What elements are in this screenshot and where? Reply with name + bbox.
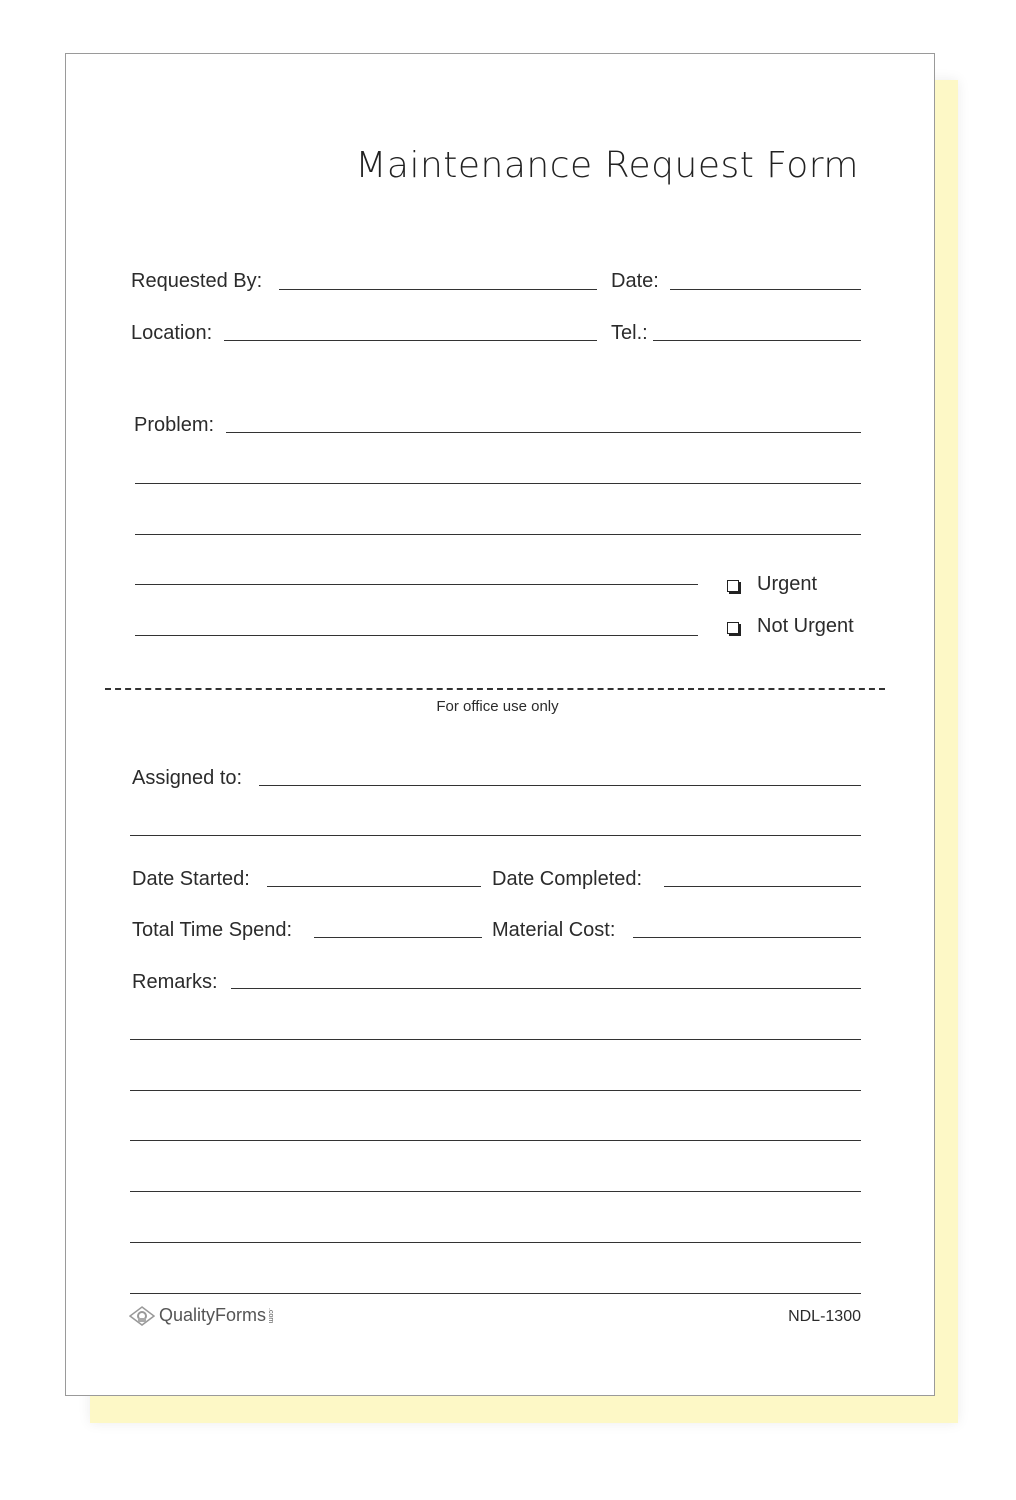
brand-name: QualityForms (159, 1305, 267, 1325)
total-time-label: Total Time Spend: (132, 919, 293, 941)
requested-by-label: Requested By: (131, 270, 263, 292)
assigned-to-line[interactable] (130, 835, 861, 836)
location-field[interactable] (224, 340, 597, 341)
date-label: Date: (611, 270, 659, 292)
date-completed-label: Date Completed: (492, 868, 643, 890)
assigned-to-field[interactable] (259, 785, 861, 786)
tel-label: Tel.: (611, 322, 648, 344)
remarks-line[interactable] (130, 1242, 861, 1243)
tel-field[interactable] (653, 340, 861, 341)
brand-logo (129, 1305, 274, 1326)
remarks-line[interactable] (130, 1140, 861, 1141)
remarks-line[interactable] (130, 1039, 861, 1040)
problem-line[interactable] (135, 483, 861, 484)
problem-line[interactable] (135, 534, 861, 535)
remarks-line[interactable] (130, 1191, 861, 1192)
material-cost-field[interactable] (633, 937, 861, 938)
location-label: Location: (131, 322, 213, 344)
date-started-label: Date Started: (132, 868, 250, 890)
total-time-field[interactable] (314, 937, 482, 938)
brand-suffix: .com (267, 1307, 275, 1324)
problem-field[interactable] (226, 432, 861, 433)
not-urgent-label: Not Urgent (757, 615, 854, 637)
remarks-label: Remarks: (132, 971, 218, 993)
form-sheet (65, 53, 935, 1396)
remarks-field[interactable] (231, 988, 861, 989)
form-code: NDL-1300 (788, 1308, 861, 1325)
date-completed-field[interactable] (664, 886, 861, 887)
assigned-to-label: Assigned to: (132, 767, 243, 789)
page-title: Maintenance Request Form (355, 145, 859, 186)
office-use-note: For office use only (436, 698, 559, 715)
remarks-line[interactable] (130, 1293, 861, 1294)
problem-line[interactable] (135, 635, 698, 636)
urgent-checkbox[interactable] (727, 580, 739, 592)
urgent-label: Urgent (757, 573, 818, 595)
not-urgent-checkbox[interactable] (727, 622, 739, 634)
problem-line[interactable] (135, 584, 698, 585)
date-started-field[interactable] (267, 886, 481, 887)
cut-line-divider (105, 688, 885, 690)
diamond-house-icon (129, 1306, 155, 1326)
material-cost-label: Material Cost: (492, 919, 616, 941)
requested-by-field[interactable] (279, 289, 597, 290)
date-field[interactable] (670, 289, 861, 290)
remarks-line[interactable] (130, 1090, 861, 1091)
problem-label: Problem: (134, 414, 215, 436)
